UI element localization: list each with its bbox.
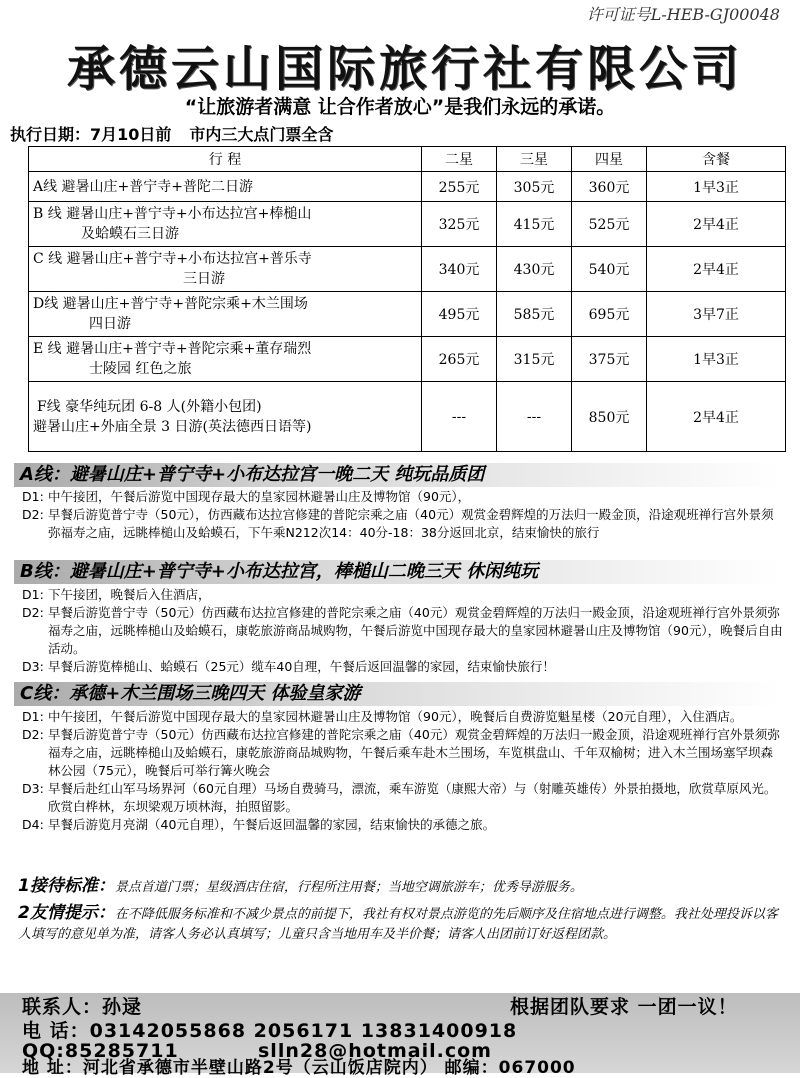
route-line2: 士陵园 红色之旅	[89, 361, 192, 377]
day-text: 中午接团，午餐后游览中国现存最大的皇家园林避暑山庄及博物馆（90元），晚餐后自费游览魁星楼（20元自理），入住酒店。	[48, 709, 743, 724]
day-label: D3:	[22, 781, 44, 796]
contact-person: 联系人：孙逯	[22, 996, 143, 1018]
company-title: 承德云山国际旅行社有限公司	[66, 41, 743, 97]
meal-cell: 2早4正	[647, 247, 786, 292]
qq-number: QQ:85285711	[22, 1040, 179, 1062]
price-4star: 695元	[572, 292, 647, 337]
day-label: D2:	[22, 507, 44, 522]
day-label: D4:	[22, 817, 44, 832]
price-2star: 495元	[422, 292, 497, 337]
day-text: 早餐后游览普宁寺（50元），仿西藏布达拉宫修建的普陀宗乘之庙（40元）观赏金碧辉煌的万法归一殿金顶，沿途观班禅行宫外景须弥福寿之庙，远眺棒槌山及蛤蟆石，下午乘N212次14：40分-18：38分返回北京，结束愉快的旅行	[48, 507, 774, 540]
route-line2: 三日游	[183, 271, 225, 287]
route-line1: C 线 避暑山庄+普宁寺+小布达拉宫+普乐寺	[33, 251, 312, 267]
day-item	[22, 726, 784, 780]
route-line2: 及蛤蟆石三日游	[81, 226, 179, 242]
header-2star: 二星	[422, 147, 497, 172]
table-row	[29, 292, 786, 337]
day-item	[22, 780, 784, 816]
day-item	[22, 506, 784, 542]
day-item	[22, 488, 784, 506]
price-3star: 305元	[497, 172, 572, 202]
day-item	[22, 586, 784, 604]
day-label: D1:	[22, 709, 44, 724]
note-text: 在不降低服务标准和不减少景点的前提下，我社有权对景点游览的先后顺序及住宿地点进行调整。我社处理投诉以客人填写的意见单为准，请客人务必认真填写；儿童只含当地用车及半价餐；请客人出团前订好返程团款。	[18, 907, 778, 942]
day-text: 下午接团，晚餐后入住酒店，	[48, 587, 211, 602]
note-text: 景点首道门票；星级酒店住宿，行程所注用餐；当地空调旅游车；优秀导游服务。	[114, 880, 583, 895]
route-cell	[29, 382, 422, 452]
meal-cell: 2早4正	[647, 382, 786, 452]
line-b-banner: B线：避暑山庄+普宁寺+小布达拉宫，棒槌山二晚三天 休闲纯玩	[14, 560, 780, 584]
price-4star: 850元	[572, 382, 647, 452]
price-4star: 525元	[572, 202, 647, 247]
price-table	[28, 146, 786, 452]
price-3star: ---	[497, 382, 572, 452]
day-item	[22, 708, 784, 726]
email-address[interactable]: slln28@hotmail.com	[258, 1040, 492, 1062]
table-row	[29, 337, 786, 382]
header-3star: 三星	[497, 147, 572, 172]
day-text: 早餐后赴红山军马场界河（60元自理）马场自费骑马，漂流，乘车游览（康熙大帝）与（射雕英雄传）外景拍摄地，欣赏草原风光。欣赏白桦林，东坝梁观万顷林海，拍照留影。	[48, 781, 777, 814]
execution-date	[10, 122, 333, 145]
day-label: D2:	[22, 605, 44, 620]
table-row	[29, 202, 786, 247]
table-row	[29, 382, 786, 452]
price-4star: 540元	[572, 247, 647, 292]
meal-cell: 2早4正	[647, 202, 786, 247]
day-item	[22, 816, 784, 834]
line-a-banner: A线：避暑山庄+普宁寺+小布达拉宫一晚二天 纯玩品质团	[14, 463, 780, 487]
postal-address: 地 址：河北省承德市半壁山路2号（云山饭店院内） 邮编：067000	[22, 1058, 576, 1078]
price-2star: 325元	[422, 202, 497, 247]
custom-quote-note: 根据团队要求 一团一议！	[510, 996, 738, 1018]
route-cell	[29, 247, 422, 292]
slogan: “让旅游者满意 让合作者放心”是我们永远的承诺。	[184, 96, 616, 118]
day-text: 早餐后游览月亮湖（40元自理），午餐后返回温馨的家园，结束愉快的承德之旅。	[48, 817, 496, 832]
day-text: 早餐后游览棒槌山、蛤蟆石（25元）缆车40自理，午餐后返回温馨的家园，结束愉快旅行！	[48, 659, 555, 674]
meal-cell: 3早7正	[647, 292, 786, 337]
license-number: 许可证号L-HEB-GJ00048	[586, 5, 780, 24]
line-c-itinerary	[22, 708, 784, 834]
day-label: D2:	[22, 727, 44, 742]
route-line2: 四日游	[89, 316, 131, 332]
header-4star: 四星	[572, 147, 647, 172]
price-3star: 585元	[497, 292, 572, 337]
table-row	[29, 247, 786, 292]
day-label: D1:	[22, 489, 44, 504]
phone-numbers: 电 话：03142055868 2056171 13831400918	[22, 1020, 518, 1042]
route-line1: A线 避暑山庄+普宁寺+普陀二日游	[33, 178, 254, 195]
route-cell	[29, 202, 422, 247]
exec-date: 执行日期：7月10日前	[10, 125, 172, 144]
route-line1: D线 避暑山庄+普宁寺+普陀宗乘+木兰围场	[33, 296, 308, 312]
meal-cell: 1早3正	[647, 172, 786, 202]
meal-cell: 1早3正	[647, 337, 786, 382]
route-line2: 避暑山庄+外庙全景 3 日游(英法德西日语等)	[33, 418, 312, 435]
header-meal: 含餐	[647, 147, 786, 172]
line-c-banner: C线：承德+木兰围场三晚四天 体验皇家游	[14, 682, 780, 706]
price-3star: 315元	[497, 337, 572, 382]
friendly-tips	[18, 903, 784, 945]
price-3star: 430元	[497, 247, 572, 292]
route-cell	[29, 337, 422, 382]
exec-note: 市内三大点门票全含	[189, 125, 334, 144]
day-label: D3:	[22, 659, 44, 674]
note-label: 1接待标准：	[18, 876, 115, 896]
price-2star: ---	[422, 382, 497, 452]
price-2star: 265元	[422, 337, 497, 382]
line-b-itinerary	[22, 586, 784, 676]
header-route: 行 程	[29, 147, 422, 172]
table-header-row	[29, 147, 786, 172]
day-text: 早餐后游览普宁寺（50元）仿西藏布达拉宫修建的普陀宗乘之庙（40元）观赏金碧辉煌的万法归一殿金顶，沿途观班禅行宫外景须弥福寿之庙，远眺棒槌山及蛤蟆石，康乾旅游商品城购物，午餐后游览中国现存最大的皇家园林避暑山庄及博物馆（90元），晚餐后自由活动。	[48, 605, 783, 656]
line-a-itinerary	[22, 488, 784, 542]
route-line1: F线 豪华纯玩团 6-8 人(外籍小包团)	[37, 398, 262, 415]
day-text: 早餐后游览普宁寺（50元）仿西藏布达拉宫修建的普陀宗乘之庙（40元）观赏金碧辉煌的万法归一殿金顶，沿途观班禅行宫外景须弥福寿之庙，远眺棒槌山及蛤蟆石，康乾旅游商品城购物，午餐后乘车赴木兰围场，车览棋盘山、千年双榆树；进入木兰围场塞罕坝森林公园（75元），晚餐后可举行篝火晚会	[48, 727, 780, 778]
day-item	[22, 604, 784, 658]
route-line1: B 线 避暑山庄+普宁寺+小布达拉宫+棒槌山	[33, 206, 312, 222]
price-4star: 375元	[572, 337, 647, 382]
price-2star: 340元	[422, 247, 497, 292]
day-text: 中午接团，午餐后游览中国现存最大的皇家园林避暑山庄及博物馆（90元），	[48, 489, 471, 504]
day-label: D1:	[22, 587, 44, 602]
route-cell	[29, 172, 422, 202]
price-4star: 360元	[572, 172, 647, 202]
service-standard	[18, 876, 784, 898]
route-line1: E 线 避暑山庄+普宁寺+普陀宗乘+董存瑞烈	[33, 341, 312, 357]
route-cell	[29, 292, 422, 337]
day-item	[22, 658, 784, 676]
table-row	[29, 172, 786, 202]
price-3star: 415元	[497, 202, 572, 247]
note-label: 2友情提示：	[18, 903, 115, 923]
price-2star: 255元	[422, 172, 497, 202]
